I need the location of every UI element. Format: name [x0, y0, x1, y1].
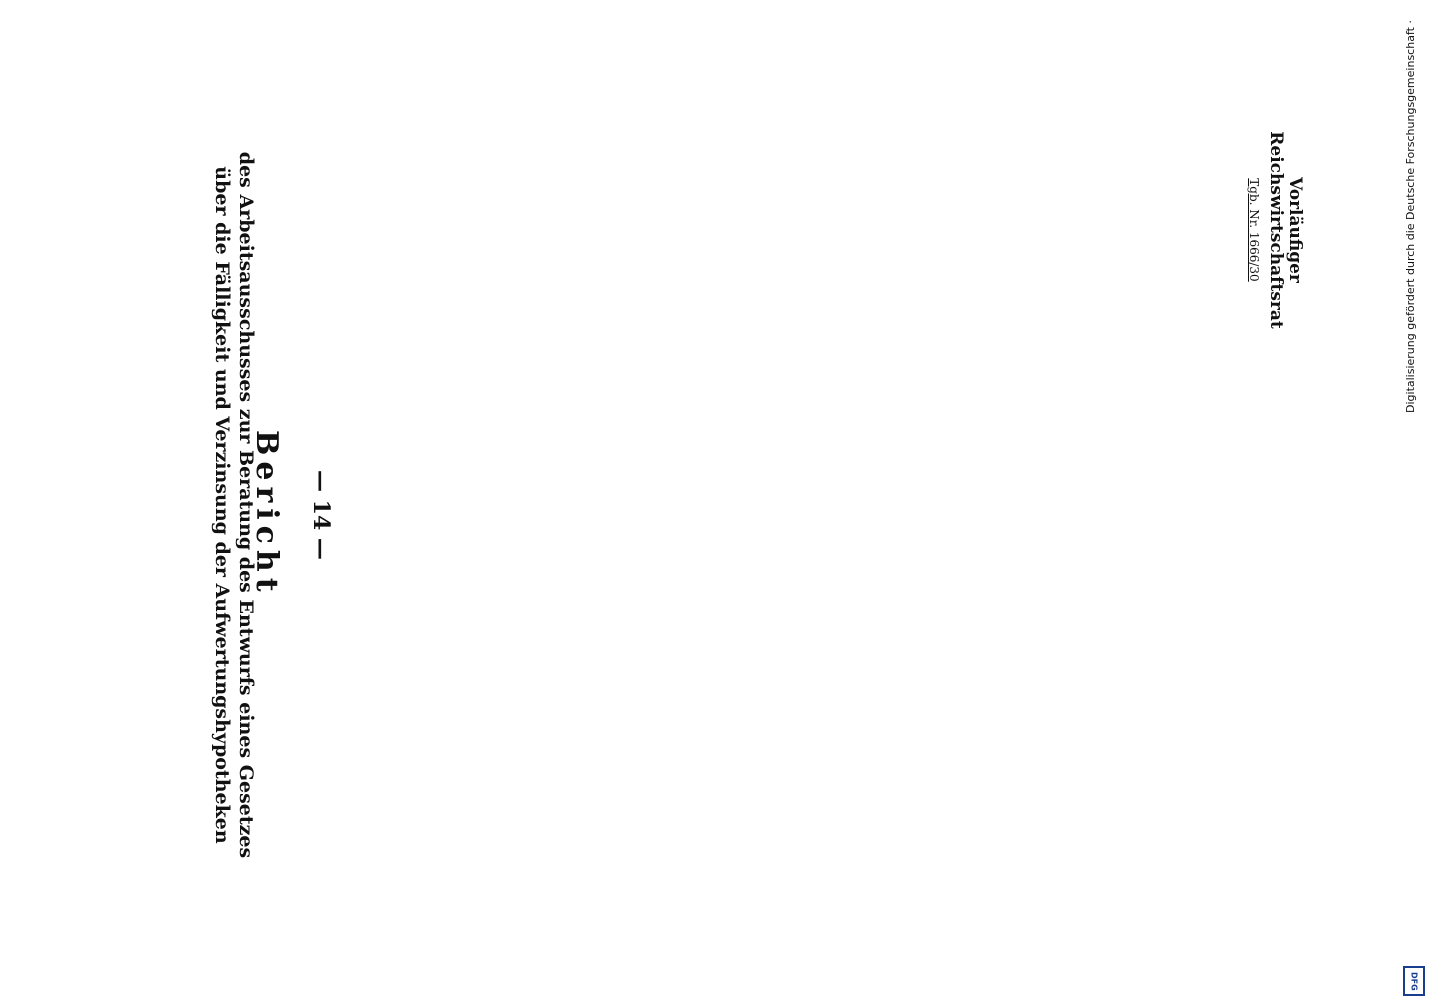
report-subtitle: des Arbeitsausschusses zur Beratung des Entwurfs eines Gesetzes über die Fälligkeit und Verzinsung der Aufwertungshypotheken	[211, 151, 257, 859]
report-title: Bericht	[249, 430, 284, 598]
dfg-logo: DFG	[1403, 966, 1425, 996]
issuer-line1: Vorläufiger	[1285, 177, 1305, 283]
page-number: — 14 —	[308, 470, 334, 560]
issuer-header	[1244, 120, 1304, 340]
issuer-line2: Reichswirtschaftsrat	[1266, 131, 1286, 329]
document-number: Tgb. Nr. 1666/30	[1247, 178, 1261, 282]
funding-note: Digitalisierung gefördert durch die Deutsche Forschungsgemeinschaft ·	[1404, 20, 1417, 413]
